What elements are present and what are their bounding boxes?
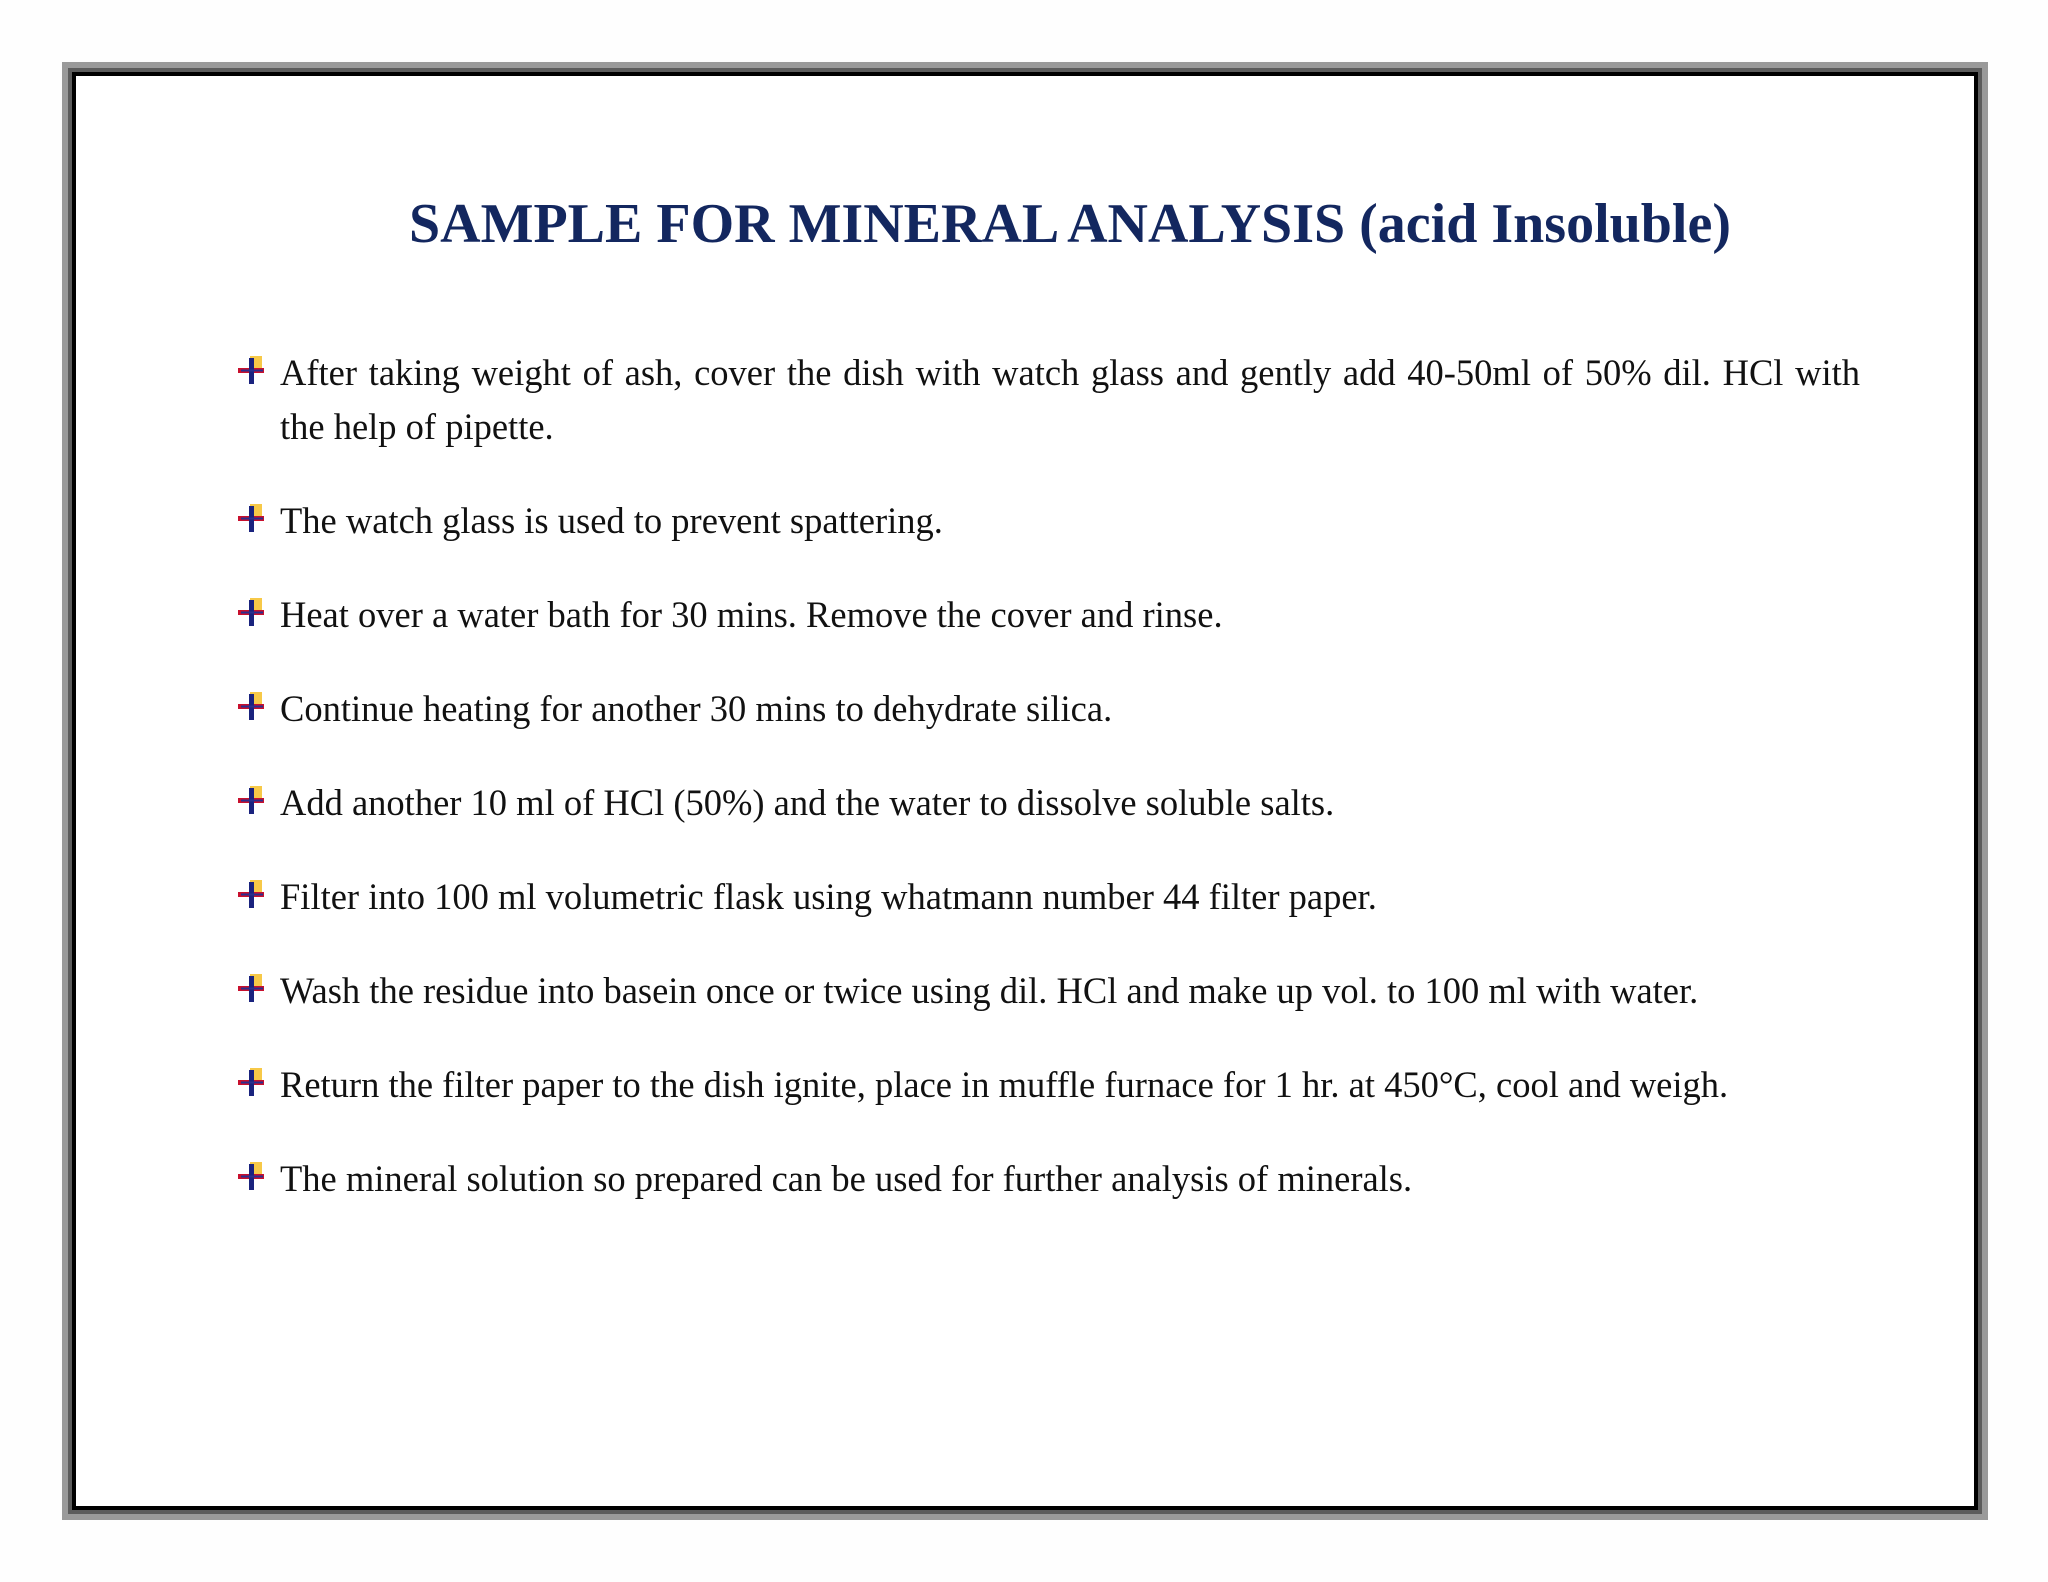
procedure-step-text: Add another 10 ml of HCl (50%) and the water to dissolve soluble salts. bbox=[280, 782, 1335, 823]
procedure-step-7 bbox=[236, 964, 1860, 1018]
procedure-step-5 bbox=[236, 776, 1860, 830]
cross-plus-bullet-icon bbox=[236, 1160, 268, 1192]
cross-plus-bullet-icon bbox=[236, 690, 268, 722]
cross-plus-bullet-icon bbox=[236, 596, 268, 628]
procedure-step-4 bbox=[236, 682, 1860, 736]
procedure-step-1 bbox=[236, 346, 1860, 454]
procedure-step-6 bbox=[236, 870, 1860, 924]
cross-plus-bullet-icon bbox=[236, 502, 268, 534]
page-title: SAMPLE FOR MINERAL ANALYSIS (acid Insoluble) bbox=[409, 193, 1731, 255]
procedure-step-text: Wash the residue into basein once or twice using dil. HCl and make up vol. to 100 ml with water. bbox=[280, 970, 1699, 1011]
procedure-step-8 bbox=[236, 1058, 1860, 1112]
procedure-step-text: The mineral solution so prepared can be used for further analysis of minerals. bbox=[280, 1158, 1413, 1199]
procedure-step-2 bbox=[236, 494, 1860, 548]
procedure-step-text: Filter into 100 ml volumetric flask using whatmann number 44 filter paper. bbox=[280, 876, 1377, 917]
procedure-step-list bbox=[236, 346, 1860, 1246]
cross-plus-bullet-icon bbox=[236, 354, 268, 386]
procedure-step-text: Return the filter paper to the dish ignite, place in muffle furnace for 1 hr. at 450°C, cool and weigh. bbox=[280, 1064, 1729, 1105]
cross-plus-bullet-icon bbox=[236, 972, 268, 1004]
procedure-step-3 bbox=[236, 588, 1860, 642]
cross-plus-bullet-icon bbox=[236, 878, 268, 910]
procedure-step-9 bbox=[236, 1152, 1860, 1206]
procedure-step-text: After taking weight of ash, cover the dish with watch glass and gently add 40-50ml of 50% dil. HCl with the help of pipette. bbox=[280, 352, 1860, 447]
procedure-step-text: Continue heating for another 30 mins to dehydrate silica. bbox=[280, 688, 1113, 729]
procedure-step-text: The watch glass is used to prevent spattering. bbox=[280, 500, 943, 541]
cross-plus-bullet-icon bbox=[236, 1066, 268, 1098]
cross-plus-bullet-icon bbox=[236, 784, 268, 816]
procedure-step-text: Heat over a water bath for 30 mins. Remove the cover and rinse. bbox=[280, 594, 1223, 635]
